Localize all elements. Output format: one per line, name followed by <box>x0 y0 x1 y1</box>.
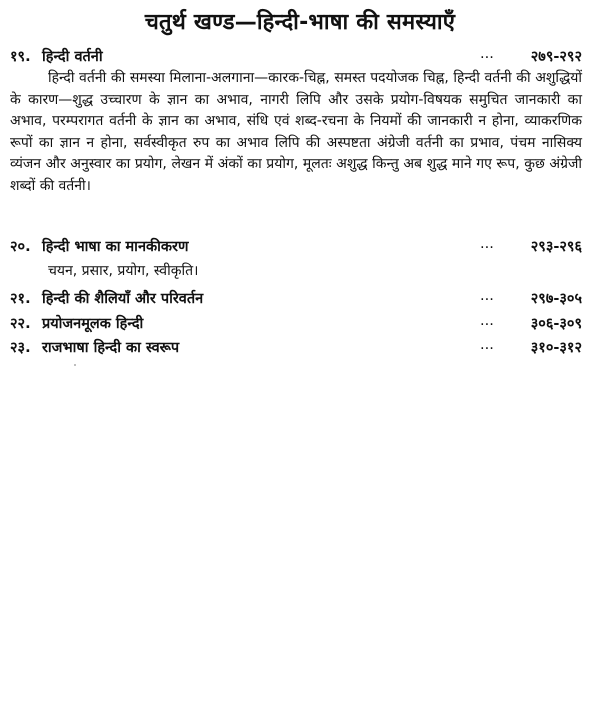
entry-leader: ... <box>480 288 494 304</box>
entry-number: २३. <box>10 340 31 356</box>
entry-heading: हिन्दी भाषा का मानकीकरण <box>42 239 189 255</box>
entry-heading: हिन्दी की शैलियाँ और परिवर्तन <box>42 291 204 307</box>
entry-description: हिन्दी वर्तनी की समस्या मिलाना-अलगाना—कारक-चिह्न, समस्त पदयोजक चिह्न, हिन्दी वर्तनी की अशुद्धियों के कारण—शुद्ध उच्चारण के ज्ञान का अभाव, नागरी लिपि और उसके प्रयोग-विषयक समुचित जानकारी का अभाव, परम्परागत वर्तनी के ज्ञान का अभाव, संधि एवं शब्द-रचना के नियमों की जानकारी न होना, व्याकरणिक रूपों का ज्ञान न होना, सर्वस्वीकृत रुप का अभाव लिपि की अस्पष्टता अंग्रेजी वर्तनी का प्रभाव, पंचम नासिक्य व्यंजन और अनुस्वार का प्रयोग, लेखन में अंकों का प्रयोग, मूलतः अशुद्ध किन्तु अब शुद्ध माने गए रूप, कुछ अंग्रेजी शब्दों की वर्तनी। <box>10 70 582 194</box>
entry-number: २०. <box>10 239 31 255</box>
entry-heading: राजभाषा हिन्दी का स्वरूप <box>42 340 180 356</box>
scan-speck <box>74 364 76 366</box>
entry-number: १९. <box>10 49 31 65</box>
entry-pages: २९३-२९६ <box>530 239 582 255</box>
section-title: चतुर्थ खण्ड—हिन्दी-भाषा की समस्याएँ <box>144 10 456 35</box>
entry-heading: प्रयोजनमूलक हिन्दी <box>42 316 144 332</box>
entry-leader: ... <box>480 46 494 62</box>
entry-heading: हिन्दी वर्तनी <box>42 49 103 65</box>
entry-number: २१. <box>10 291 31 307</box>
entry-leader: ... <box>480 313 494 329</box>
toc-entry-21 <box>10 288 582 310</box>
entry-pages: ३०६-३०९ <box>530 316 582 332</box>
entry-pages: २७९-२९२ <box>530 49 582 65</box>
entry-leader: ... <box>480 337 494 353</box>
toc-entry-23 <box>10 337 582 359</box>
entry-number: २२. <box>10 316 31 332</box>
entry-leader: ... <box>480 236 494 252</box>
entry-description: चयन, प्रसार, प्रयोग, स्वीकृति। <box>48 263 199 279</box>
toc-entry-20 <box>10 236 582 258</box>
toc-entry-19 <box>10 46 582 68</box>
toc-entry-22 <box>10 313 582 335</box>
entry-pages: ३१०-३१२ <box>530 340 582 356</box>
entry-pages: २९७-३०५ <box>530 291 582 307</box>
